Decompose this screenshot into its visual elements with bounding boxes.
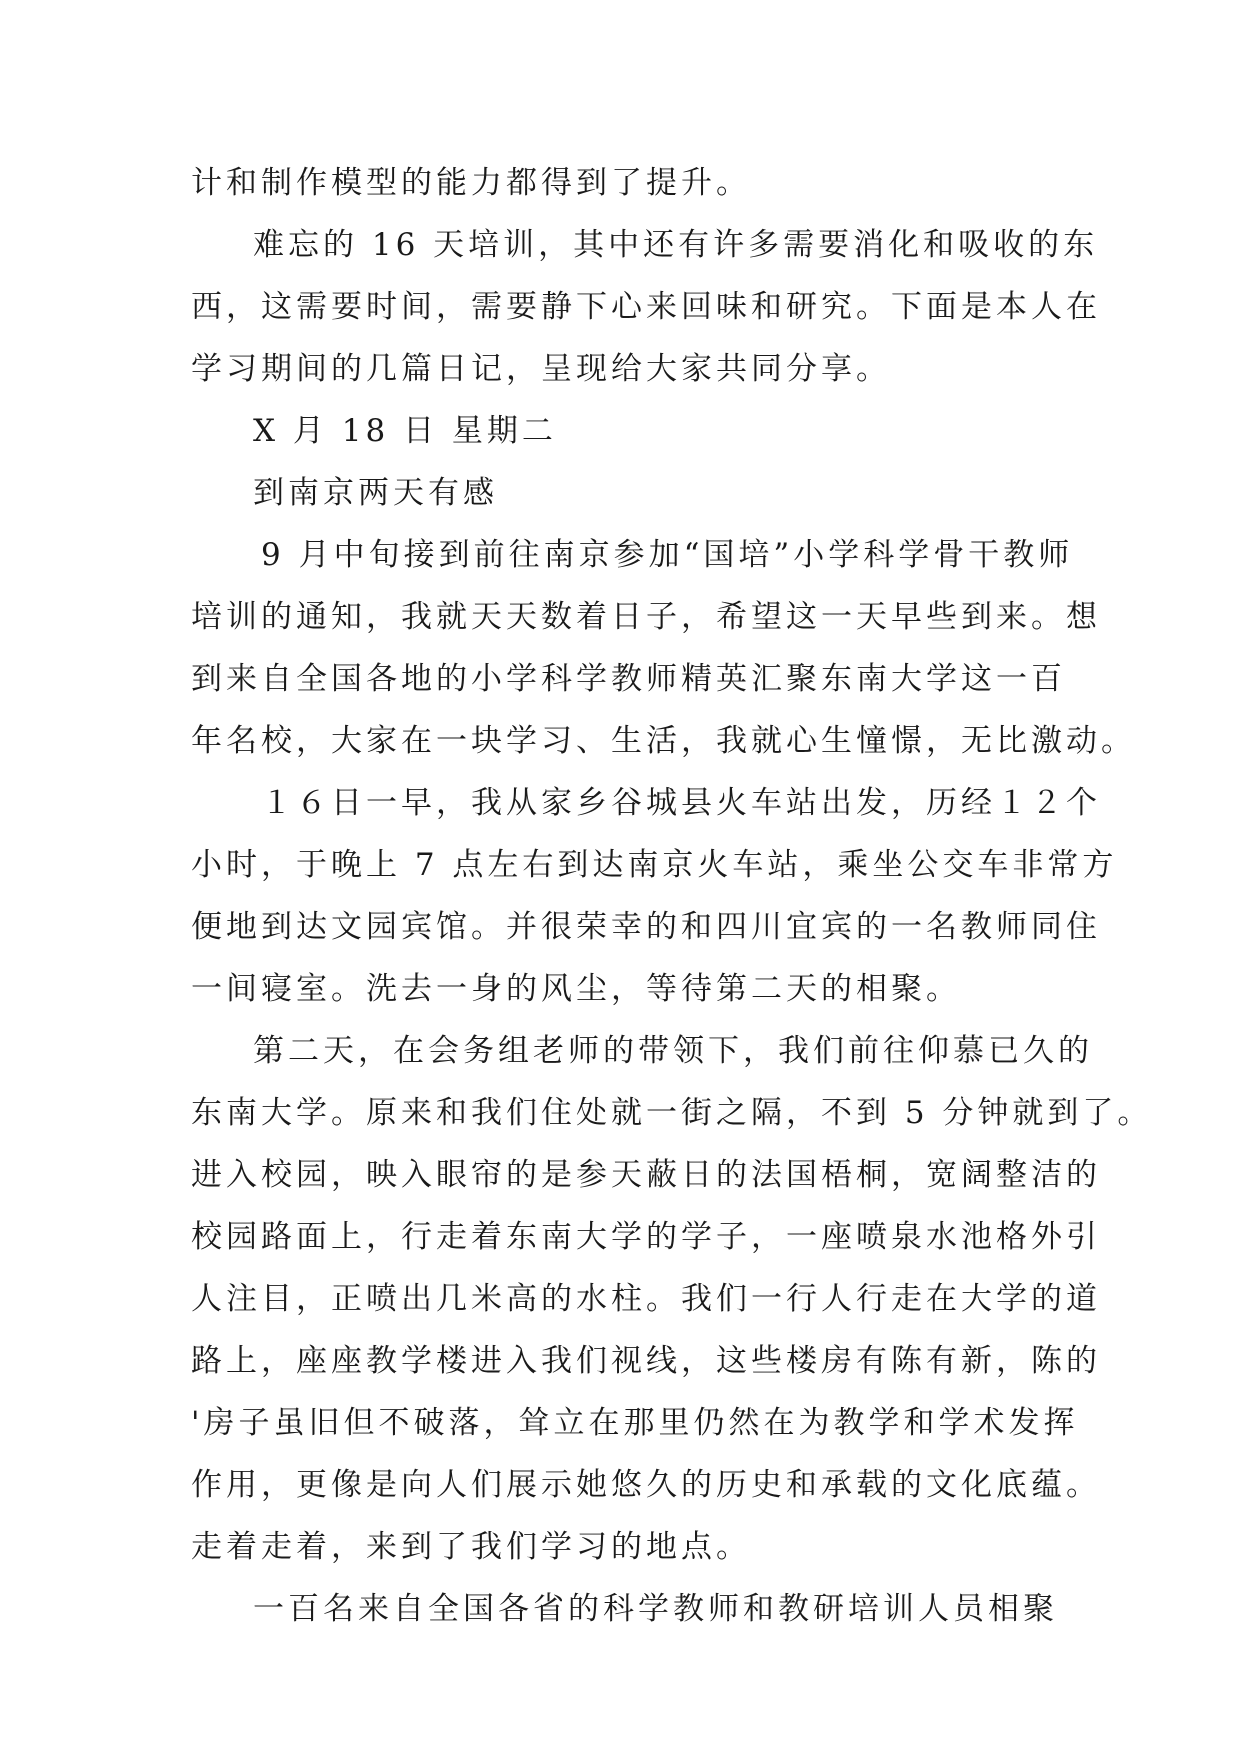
paragraph-start-line: 第二天，在会务组老师的带领下，我们前往仰慕已久的 [253, 1033, 1093, 1069]
text-line: 培训的通知，我就天天数着日子，希望这一天早些到来。想 [191, 599, 1101, 635]
text-line: 作用，更像是向人们展示她悠久的历史和承载的文化底蕴。 [191, 1467, 1101, 1503]
text-line: 进入校园，映入眼帘的是参天蔽日的法国梧桐，宽阔整洁的 [191, 1157, 1101, 1193]
paragraph-start-line: 难忘的 16 天培训，其中还有许多需要消化和吸收的东 [253, 227, 1099, 263]
diary-title: 到南京两天有感 [253, 475, 498, 511]
text-line: 年名校，大家在一块学习、生活，我就心生憧憬，无比激动。 [191, 723, 1136, 759]
text-line: 路上，座座教学楼进入我们视线，这些楼房有陈有新，陈的 [191, 1343, 1101, 1379]
paragraph-start-line: １６日一早，我从家乡谷城县火车站出发，历经１２个 [261, 785, 1101, 821]
body-text [191, 152, 1153, 1640]
paragraph-start-line: 一百名来自全国各省的科学教师和教研培训人员相聚 [253, 1591, 1058, 1627]
text-line: 校园路面上，行走着东南大学的学子，一座喷泉水池格外引 [191, 1219, 1101, 1255]
text-line: 走着走着，来到了我们学习的地点。 [191, 1529, 751, 1565]
text-line: 到来自全国各地的小学科学教师精英汇聚东南大学这一百 [191, 661, 1066, 697]
diary-date: X 月 18 日 星期二 [253, 413, 557, 449]
text-line: '房子虽旧但不破落，耸立在那里仍然在为教学和学术发挥 [191, 1405, 1079, 1441]
text-line: 人注目，正喷出几米高的水柱。我们一行人行走在大学的道 [191, 1281, 1101, 1317]
text-line: 西，这需要时间，需要静下心来回味和研究。下面是本人在 [191, 289, 1101, 325]
paragraph-start-line: 9 月中旬接到前往南京参加“国培”小学科学骨干教师 [261, 537, 1074, 573]
text-line: 东南大学。原来和我们住处就一街之隔，不到 5 分钟就到了。 [191, 1095, 1153, 1131]
text-line: 计和制作模型的能力都得到了提升。 [191, 165, 751, 201]
text-line: 一间寝室。洗去一身的风尘，等待第二天的相聚。 [191, 971, 961, 1007]
text-line: 便地到达文园宾馆。并很荣幸的和四川宜宾的一名教师同住 [191, 909, 1101, 945]
text-line: 学习期间的几篇日记，呈现给大家共同分享。 [191, 351, 891, 387]
text-line: 小时，于晚上 7 点左右到达南京火车站，乘坐公交车非常方 [191, 847, 1118, 883]
